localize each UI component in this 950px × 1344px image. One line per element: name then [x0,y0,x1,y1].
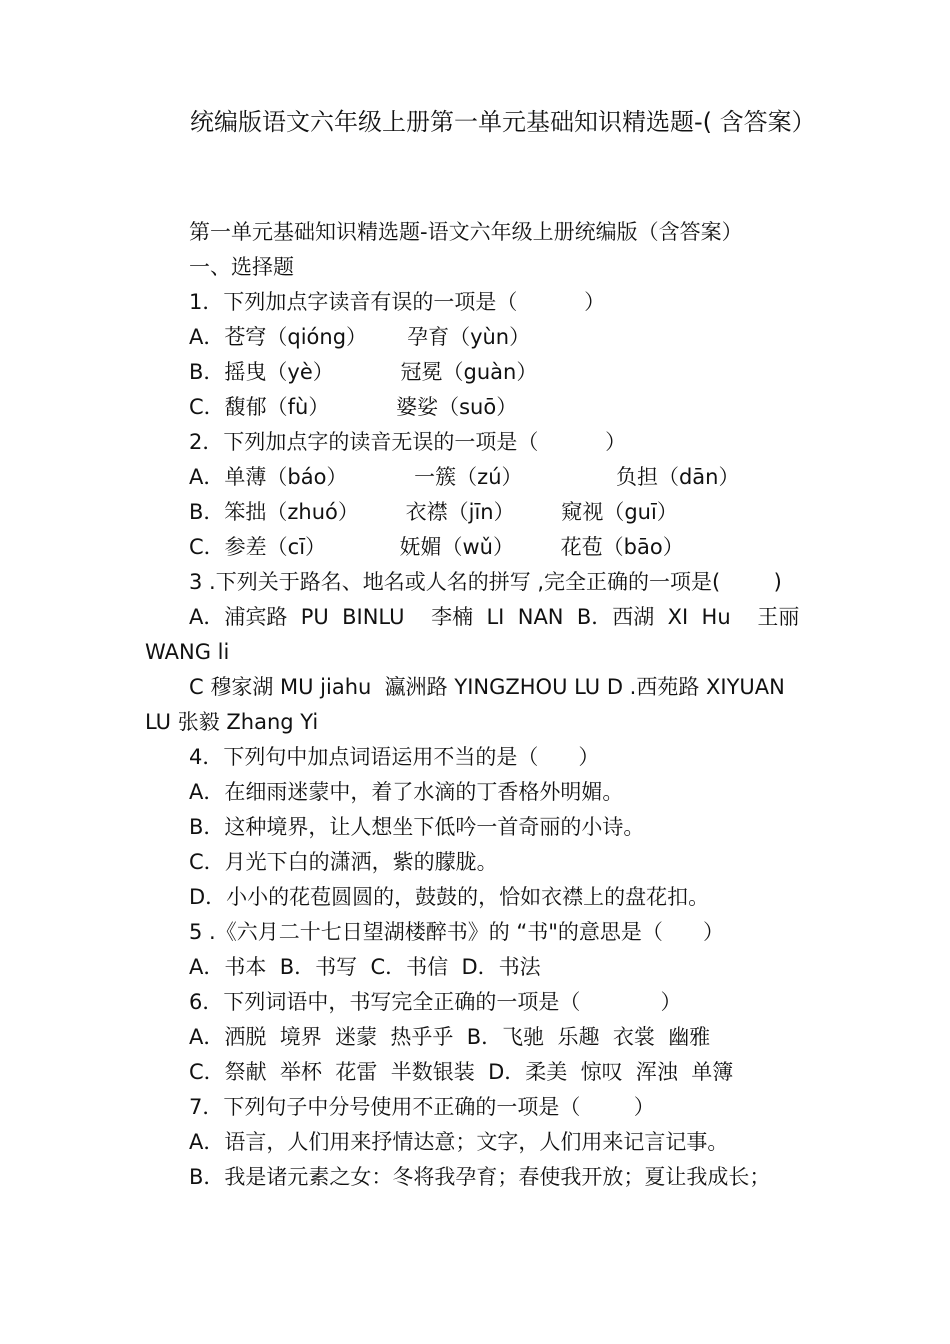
text-line: 7．下列句子中分号使用不正确的一项是（ ） [189,1095,655,1119]
text-line: A．苍穹（qióng） 孕育（yùn） [189,325,531,349]
text-line: B．笨拙（zhuó） 衣襟（jīn） 窥视（guī） [189,500,678,524]
text-line: C．参差（cī） 妩媚（wǔ） 花苞（bāo） [189,535,684,559]
text-line: 一、选择题 [189,255,294,279]
text-line: A．在细雨迷蒙中，着了水滴的丁香格外明媚。 [189,780,624,804]
text-line: C．馥郁（fù） 婆娑（suō） [189,395,518,419]
text-line: 6．下列词语中，书写完全正确的一项是（ ） [189,990,682,1014]
text-line: LU 张毅 Zhang Yi [145,710,319,734]
text-line: A．单薄（báo） 一簇（zú） 负担（dān） [189,465,740,489]
text-line: 1．下列加点字读音有误的一项是（ ） [189,290,606,314]
text-line: 2．下列加点字的读音无误的一项是（ ） [189,430,627,454]
text-line: 3 .下列关于路名、地名或人名的拼写 ,完全正确的一项是( ) [189,570,782,594]
text-line: B．这种境界，让人想坐下低吟一首奇丽的小诗。 [189,815,645,839]
document-title: 统编版语文六年级上册第一单元基础知识精选题-( 含答案） [190,108,816,136]
text-line: 5 .《六月二十七日望湖楼醉书》的 “书"的意思是（ ） [189,920,724,944]
text-line: B．摇曳（yè） 冠冕（guàn） [189,360,538,384]
text-line: A．语言，人们用来抒情达意；文字，人们用来记言记事。 [189,1130,729,1154]
text-line: 4．下列句中加点词语运用不当的是（ ） [189,745,600,769]
text-line: 第一单元基础知识精选题-语文六年级上册统编版（含答案） [189,220,743,244]
text-line: C 穆家湖 MU jiahu 瀛洲路 YINGZHOU LU D .西苑路 XIYUAN [189,675,785,699]
text-line: WANG li [145,640,230,664]
text-line: C．月光下白的潇洒，紫的朦胧。 [189,850,498,874]
text-line: A．书本 B．书写 C．书信 D．书法 [189,955,541,979]
text-line: C．祭献 举杯 花雷 半数银装 D．柔美 惊叹 浑浊 单簿 [189,1060,734,1084]
text-line: A．洒脱 境界 迷蒙 热乎乎 B．飞驰 乐趣 衣裳 幽雅 [189,1025,711,1049]
text-line: D．小小的花苞圆圆的，鼓鼓的，恰如衣襟上的盘花扣。 [189,885,710,909]
document-body [145,215,815,1195]
text-line: A．浦宾路 PU BINLU 李楠 LI NAN B．西湖 XI Hu 王丽 [189,605,800,629]
text-line: B．我是诸元素之女：冬将我孕育；春使我开放；夏让我成长； [189,1165,771,1189]
